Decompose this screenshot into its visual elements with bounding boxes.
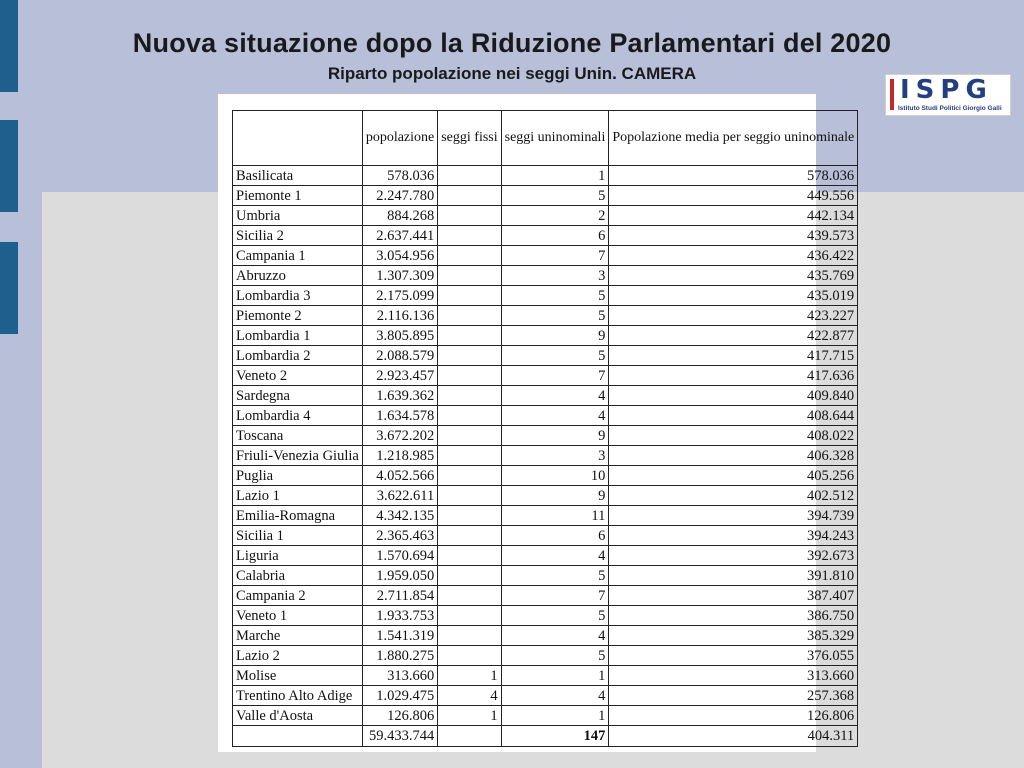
table-row xyxy=(233,666,858,686)
cell-seggi-fissi xyxy=(438,206,501,226)
cell-seggi-uninominali: 4 xyxy=(501,546,609,566)
cell-seggi-fissi xyxy=(438,506,501,526)
cell-region: Veneto 2 xyxy=(233,366,363,386)
table-row xyxy=(233,246,858,266)
header-seggi-uninominali: seggi uninominali xyxy=(501,111,609,166)
cell-region: Lombardia 1 xyxy=(233,326,363,346)
cell-seggi-uninominali: 9 xyxy=(501,326,609,346)
cell-popolazione-media: 385.329 xyxy=(609,626,858,646)
cell-seggi-fissi xyxy=(438,646,501,666)
cell-seggi-fissi xyxy=(438,406,501,426)
cell-region: Calabria xyxy=(233,566,363,586)
cell-popolazione: 4.342.135 xyxy=(362,506,437,526)
cell-seggi-fissi: 1 xyxy=(438,666,501,686)
header-seggi-fissi: seggi fissi xyxy=(438,111,501,166)
cell-popolazione-media: 394.243 xyxy=(609,526,858,546)
cell-popolazione: 126.806 xyxy=(362,706,437,726)
cell-popolazione-media: 442.134 xyxy=(609,206,858,226)
cell-seggi-fissi xyxy=(438,426,501,446)
cell-popolazione: 1.541.319 xyxy=(362,626,437,646)
cell-seggi-uninominali: 4 xyxy=(501,386,609,406)
table-row xyxy=(233,686,858,706)
cell-region: Umbria xyxy=(233,206,363,226)
cell-region: Sicilia 1 xyxy=(233,526,363,546)
left-accent-bar-bottom xyxy=(0,242,18,334)
cell-seggi-fissi: 1 xyxy=(438,706,501,726)
cell-popolazione-media: 402.512 xyxy=(609,486,858,506)
table-document xyxy=(218,94,855,752)
cell-seggi-fissi xyxy=(438,386,501,406)
cell-seggi-fissi xyxy=(438,226,501,246)
cell-popolazione: 3.805.895 xyxy=(362,326,437,346)
table-row xyxy=(233,406,858,426)
cell-seggi-fissi xyxy=(438,566,501,586)
cell-popolazione: 2.711.854 xyxy=(362,586,437,606)
cell-region: Toscana xyxy=(233,426,363,446)
cell-seggi-uninominali: 4 xyxy=(501,626,609,646)
cell-popolazione: 1.933.753 xyxy=(362,606,437,626)
cell-seggi-fissi xyxy=(438,246,501,266)
cell-seggi-fissi xyxy=(438,326,501,346)
table-row xyxy=(233,286,858,306)
cell-seggi-uninominali: 7 xyxy=(501,366,609,386)
cell-seggi-uninominali: 5 xyxy=(501,646,609,666)
cell-seggi-fissi xyxy=(438,446,501,466)
cell-seggi-fissi xyxy=(438,186,501,206)
logo-accent-bar xyxy=(890,79,894,110)
header-region xyxy=(233,111,363,166)
cell-seggi-uninominali: 6 xyxy=(501,226,609,246)
cell-seggi-fissi xyxy=(438,346,501,366)
cell-popolazione-media: 392.673 xyxy=(609,546,858,566)
cell-region: Lombardia 4 xyxy=(233,406,363,426)
cell-popolazione: 2.365.463 xyxy=(362,526,437,546)
cell-popolazione-media: 417.636 xyxy=(609,366,858,386)
table-row xyxy=(233,226,858,246)
cell-region: Puglia xyxy=(233,466,363,486)
table-row xyxy=(233,166,858,186)
cell-region: Emilia-Romagna xyxy=(233,506,363,526)
cell-popolazione: 3.054.956 xyxy=(362,246,437,266)
cell-seggi-fissi xyxy=(438,526,501,546)
cell-popolazione: 3.672.202 xyxy=(362,426,437,446)
cell-seggi-uninominali: 7 xyxy=(501,586,609,606)
cell-seggi-uninominali: 3 xyxy=(501,446,609,466)
cell-popolazione: 2.175.099 xyxy=(362,286,437,306)
population-table xyxy=(232,110,858,747)
cell-seggi-fissi xyxy=(438,286,501,306)
table-row xyxy=(233,706,858,726)
cell-popolazione: 2.116.136 xyxy=(362,306,437,326)
cell-seggi-uninominali: 9 xyxy=(501,426,609,446)
cell-popolazione-media: 435.769 xyxy=(609,266,858,286)
cell-seggi-fissi xyxy=(438,306,501,326)
cell-seggi-fissi xyxy=(438,586,501,606)
cell-region: Sardegna xyxy=(233,386,363,406)
cell-popolazione: 3.622.611 xyxy=(362,486,437,506)
cell-popolazione: 1.570.694 xyxy=(362,546,437,566)
cell-region: Marche xyxy=(233,626,363,646)
cell-seggi-uninominali: 10 xyxy=(501,466,609,486)
cell-seggi-uninominali: 1 xyxy=(501,706,609,726)
cell-popolazione: 1.218.985 xyxy=(362,446,437,466)
table-row xyxy=(233,466,858,486)
cell-seggi-fissi xyxy=(438,486,501,506)
cell-popolazione-media: 126.806 xyxy=(609,706,858,726)
cell-popolazione-media: 387.407 xyxy=(609,586,858,606)
cell-popolazione-media: 391.810 xyxy=(609,566,858,586)
cell-seggi-uninominali: 5 xyxy=(501,186,609,206)
cell-seggi-fissi xyxy=(438,266,501,286)
total-row xyxy=(233,726,858,747)
table-row xyxy=(233,526,858,546)
cell-popolazione-media: 409.840 xyxy=(609,386,858,406)
cell-popolazione-media: 386.750 xyxy=(609,606,858,626)
cell-seggi-uninominali: 5 xyxy=(501,606,609,626)
cell-popolazione-media: 313.660 xyxy=(609,666,858,686)
cell-popolazione-media: 376.055 xyxy=(609,646,858,666)
cell-seggi-uninominali: 11 xyxy=(501,506,609,526)
cell-seggi-fissi xyxy=(438,606,501,626)
table-row xyxy=(233,586,858,606)
table-row xyxy=(233,266,858,286)
cell-popolazione-media: 578.036 xyxy=(609,166,858,186)
cell-popolazione-media: 436.422 xyxy=(609,246,858,266)
table-row xyxy=(233,626,858,646)
cell-popolazione-media: 257.368 xyxy=(609,686,858,706)
cell-popolazione-media: 417.715 xyxy=(609,346,858,366)
table-row xyxy=(233,386,858,406)
logo-tagline: Istituto Studi Politici Giorgio Galli xyxy=(898,105,1002,112)
cell-region: Basilicata xyxy=(233,166,363,186)
table-row xyxy=(233,306,858,326)
cell-popolazione-media: 394.739 xyxy=(609,506,858,526)
cell-seggi-uninominali: 3 xyxy=(501,266,609,286)
table-row xyxy=(233,646,858,666)
header-popolazione-media: Popolazione media per seggio uninominale xyxy=(609,111,858,166)
table-row xyxy=(233,546,858,566)
table-row xyxy=(233,486,858,506)
cell-seggi-uninominali: 5 xyxy=(501,566,609,586)
cell-popolazione-media: 422.877 xyxy=(609,326,858,346)
table-row xyxy=(233,326,858,346)
ispg-logo xyxy=(885,74,1011,116)
cell-region: Campania 1 xyxy=(233,246,363,266)
cell-seggi-uninominali: 2 xyxy=(501,206,609,226)
cell-region: Trentino Alto Adige xyxy=(233,686,363,706)
cell-popolazione-media: 406.328 xyxy=(609,446,858,466)
cell-region: Molise xyxy=(233,666,363,686)
cell-region: Liguria xyxy=(233,546,363,566)
cell-seggi-uninominali: 6 xyxy=(501,526,609,546)
cell-region: Lazio 2 xyxy=(233,646,363,666)
cell-region: Lazio 1 xyxy=(233,486,363,506)
cell-popolazione: 1.634.578 xyxy=(362,406,437,426)
cell-seggi-fissi: 4 xyxy=(438,686,501,706)
cell-region: Piemonte 1 xyxy=(233,186,363,206)
table-row xyxy=(233,186,858,206)
cell-seggi-uninominali: 1 xyxy=(501,666,609,686)
cell-region: Friuli-Venezia Giulia xyxy=(233,446,363,466)
total-popolazione-media: 404.311 xyxy=(609,726,858,747)
cell-popolazione-media: 408.644 xyxy=(609,406,858,426)
cell-popolazione: 578.036 xyxy=(362,166,437,186)
logo-wordmark: ISPG xyxy=(900,75,993,105)
table-row xyxy=(233,606,858,626)
table-row xyxy=(233,446,858,466)
total-seggi-fissi xyxy=(438,726,501,747)
cell-popolazione-media: 439.573 xyxy=(609,226,858,246)
cell-popolazione: 1.307.309 xyxy=(362,266,437,286)
slide-title: Nuova situazione dopo la Riduzione Parlamentari del 2020 xyxy=(132,28,892,58)
cell-popolazione: 2.923.457 xyxy=(362,366,437,386)
cell-popolazione: 1.639.362 xyxy=(362,386,437,406)
total-region xyxy=(233,726,363,747)
cell-seggi-uninominali: 5 xyxy=(501,346,609,366)
cell-popolazione: 1.029.475 xyxy=(362,686,437,706)
cell-popolazione: 1.880.275 xyxy=(362,646,437,666)
cell-seggi-fissi xyxy=(438,166,501,186)
total-popolazione: 59.433.744 xyxy=(362,726,437,747)
cell-popolazione: 2.088.579 xyxy=(362,346,437,366)
table-header-row xyxy=(233,111,858,166)
left-accent-bar-middle xyxy=(0,120,18,212)
table-row xyxy=(233,206,858,226)
header-popolazione: popolazione xyxy=(362,111,437,166)
cell-popolazione: 4.052.566 xyxy=(362,466,437,486)
cell-seggi-uninominali: 9 xyxy=(501,486,609,506)
table-body xyxy=(233,166,858,747)
cell-popolazione: 313.660 xyxy=(362,666,437,686)
cell-popolazione-media: 405.256 xyxy=(609,466,858,486)
cell-seggi-uninominali: 4 xyxy=(501,686,609,706)
cell-seggi-fissi xyxy=(438,626,501,646)
cell-region: Piemonte 2 xyxy=(233,306,363,326)
cell-region: Veneto 1 xyxy=(233,606,363,626)
cell-seggi-uninominali: 5 xyxy=(501,286,609,306)
slide-subtitle: Riparto popolazione nei seggi Unin. CAMERA xyxy=(327,64,697,83)
cell-popolazione-media: 423.227 xyxy=(609,306,858,326)
table-row xyxy=(233,566,858,586)
cell-seggi-uninominali: 5 xyxy=(501,306,609,326)
cell-popolazione: 1.959.050 xyxy=(362,566,437,586)
cell-region: Lombardia 2 xyxy=(233,346,363,366)
cell-popolazione: 2.637.441 xyxy=(362,226,437,246)
cell-popolazione-media: 449.556 xyxy=(609,186,858,206)
cell-region: Sicilia 2 xyxy=(233,226,363,246)
cell-popolazione: 884.268 xyxy=(362,206,437,226)
cell-seggi-uninominali: 7 xyxy=(501,246,609,266)
cell-seggi-uninominali: 4 xyxy=(501,406,609,426)
cell-region: Lombardia 3 xyxy=(233,286,363,306)
cell-seggi-fissi xyxy=(438,466,501,486)
table-row xyxy=(233,346,858,366)
total-seggi-uninominali: 147 xyxy=(501,726,609,747)
cell-region: Valle d'Aosta xyxy=(233,706,363,726)
cell-popolazione-media: 435.019 xyxy=(609,286,858,306)
cell-popolazione-media: 408.022 xyxy=(609,426,858,446)
cell-region: Abruzzo xyxy=(233,266,363,286)
table-row xyxy=(233,366,858,386)
cell-seggi-fissi xyxy=(438,366,501,386)
cell-seggi-fissi xyxy=(438,546,501,566)
cell-popolazione: 2.247.780 xyxy=(362,186,437,206)
cell-seggi-uninominali: 1 xyxy=(501,166,609,186)
cell-region: Campania 2 xyxy=(233,586,363,606)
table-row xyxy=(233,506,858,526)
table-row xyxy=(233,426,858,446)
